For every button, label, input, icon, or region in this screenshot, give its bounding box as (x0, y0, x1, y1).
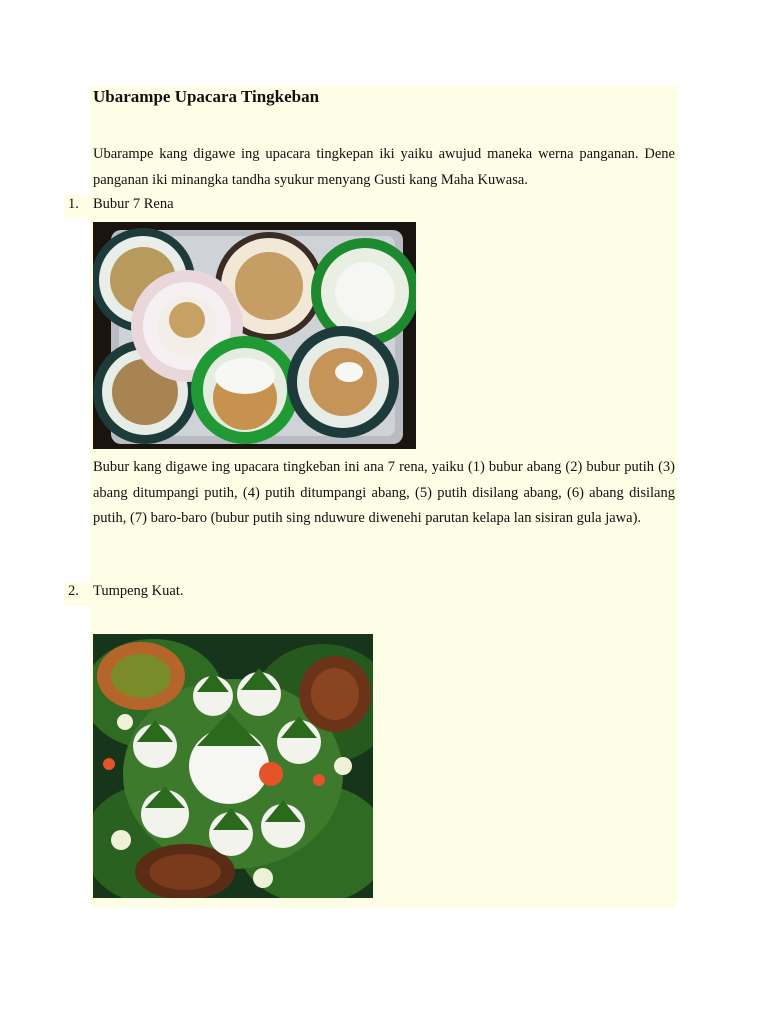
list-item-label: Tumpeng Kuat. (93, 583, 184, 599)
list-number: 2. (68, 583, 79, 599)
list-item-label: Bubur 7 Rena (93, 196, 174, 212)
bubur-description: Bubur kang digawe ing upacara tingkeban ini ana 7 rena, yaiku (1) bubur abang (2) bubur putih (3) abang ditumpangi putih, (4) putih ditumpangi abang, (5) putih disilang abang, (6) abang disilang putih, (7) baro-baro (bubur putih sing nduwure diwenehi parutan kelapa lan sisiran gula jawa). (93, 459, 675, 526)
intro-paragraph: Ubarampe kang digawe ing upacara tingkepan iki yaiku awujud maneka werna panganan. Dene panganan iki minangka tandha syukur menyang Gusti kang Maha Kuwasa. (93, 146, 675, 188)
tumpeng-photo (93, 634, 373, 898)
bubur-photo (93, 222, 416, 449)
document-title: Ubarampe Upacara Tingkeban (93, 87, 320, 106)
list-number: 1. (68, 196, 79, 212)
